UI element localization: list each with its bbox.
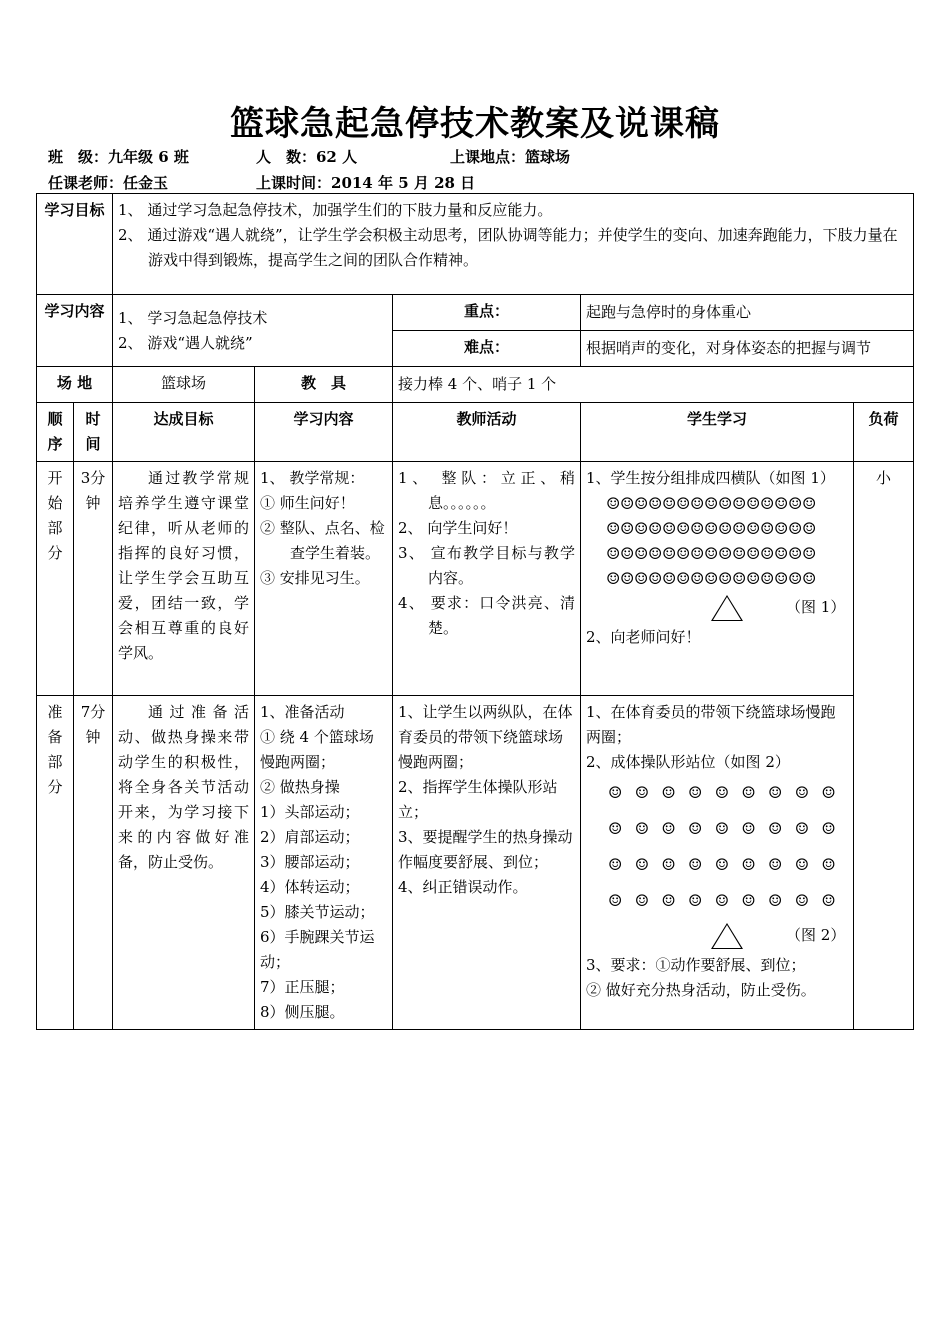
student-smiley-icon: ☺ — [768, 819, 783, 838]
venue-label: 场 地 — [37, 367, 113, 403]
student-smiley-icon: ☺ — [774, 569, 789, 588]
student-smiley-icon: ☺ — [634, 494, 649, 513]
part-warmup: 准备部分 — [37, 696, 74, 1030]
student-smiley-icon: ☺ — [768, 891, 783, 910]
content-line: 4）体转运动； — [260, 878, 360, 896]
student-smiley-icon: ☺ — [714, 819, 730, 838]
formation-row — [608, 775, 848, 811]
student-smiley-icon: ☺ — [746, 569, 761, 588]
student-smiley-icon: ☺ — [774, 494, 789, 513]
content-line: 1、准备活动 — [260, 703, 345, 721]
student-smiley-icon: ☺ — [746, 494, 761, 513]
info-location: 上课地点：篮球场 — [450, 148, 571, 166]
student-smiley-icon: ☺ — [741, 819, 756, 838]
content-line: ③ 安排见习生。 — [260, 569, 370, 587]
content-label: 学习内容 — [37, 295, 113, 367]
student-smiley-icon: ☺ — [634, 891, 650, 910]
student-smiley-icon: ☺ — [608, 819, 623, 838]
student-smiley-icon: ☺ — [608, 783, 623, 802]
content-list — [113, 295, 393, 367]
student-smiley-icon: ☺ — [648, 519, 663, 538]
student-smiley-icon: ☺ — [606, 519, 621, 538]
goal-item: 1、 通过学习急起急停技术，加强学生们的下肢力量和反应能力。 — [118, 201, 553, 219]
formation-figure-1 — [586, 491, 848, 591]
student-smiley-icon: ☺ — [768, 855, 783, 874]
student-smiley-icon: ☺ — [704, 519, 719, 538]
header-goal: 达成目标 — [113, 403, 255, 462]
student-line: 1、学生按分组排成四横队（如图 1） — [586, 469, 835, 487]
header-time: 时间 — [74, 403, 113, 462]
equipment-value: 接力棒 4 个、哨子 1 个 — [393, 367, 914, 403]
header-content: 学习内容 — [255, 403, 393, 462]
student-smiley-icon: ☺ — [714, 891, 730, 910]
teacher-line: 1、让学生以两纵队，在体育委员的带领下绕篮球场慢跑两圈； — [398, 703, 573, 771]
student-smiley-icon: ☺ — [788, 569, 803, 588]
time-start: 3分钟 — [74, 462, 113, 696]
content-line: ① 绕 4 个篮球场慢跑两圈； — [260, 728, 374, 771]
student-smiley-icon: ☺ — [661, 819, 676, 838]
part-start: 开始部分 — [37, 462, 74, 696]
content-warmup — [255, 696, 393, 1030]
key-point-label: 重点： — [393, 295, 581, 331]
formation-figure-2 — [586, 775, 848, 919]
formation-row — [608, 883, 848, 919]
student-smiley-icon: ☺ — [648, 569, 663, 588]
formation-row — [606, 491, 848, 516]
student-smiley-icon: ☺ — [732, 519, 747, 538]
content-line: 7）正压腿； — [260, 978, 345, 996]
venue-row — [37, 367, 914, 403]
student-smiley-icon: ☺ — [741, 891, 756, 910]
teacher-triangle-icon — [711, 595, 743, 621]
figure-1-label: （图 1） — [786, 598, 846, 616]
student-smiley-icon: ☺ — [662, 494, 677, 513]
student-line: 2、成体操队形站位（如图 2） — [586, 753, 790, 771]
content-line: 8）侧压腿。 — [260, 1003, 345, 1021]
student-smiley-icon: ☺ — [788, 494, 803, 513]
teacher-start — [393, 462, 581, 696]
page-title: 篮球急起急停技术教案及说课稿 — [230, 104, 720, 144]
student-smiley-icon: ☺ — [620, 494, 635, 513]
student-smiley-icon: ☺ — [704, 494, 719, 513]
teacher-line: 4、纠正错误动作。 — [398, 878, 528, 896]
student-smiley-icon: ☺ — [794, 783, 810, 802]
time-warmup: 7分钟 — [74, 696, 113, 1030]
student-smiley-icon: ☺ — [634, 819, 650, 838]
student-smiley-icon: ☺ — [718, 569, 733, 588]
student-start — [581, 462, 854, 696]
teacher-line: 1、 整队：立正、稍息。。。。。。 — [398, 469, 576, 512]
student-smiley-icon: ☺ — [746, 519, 761, 538]
content-line: 1、 教学常规： — [260, 469, 365, 487]
student-smiley-icon: ☺ — [690, 494, 705, 513]
student-smiley-icon: ☺ — [688, 855, 703, 874]
content-line: 1）头部运动； — [260, 803, 360, 821]
content-line: 6）手腕踝关节运动； — [260, 928, 375, 971]
student-smiley-icon: ☺ — [802, 544, 817, 563]
student-smiley-icon: ☺ — [718, 544, 733, 563]
student-smiley-icon: ☺ — [774, 519, 789, 538]
student-warmup — [581, 696, 854, 1030]
student-smiley-icon: ☺ — [676, 494, 691, 513]
teacher-line: 2、 向学生问好！ — [398, 519, 518, 537]
student-smiley-icon: ☺ — [606, 544, 621, 563]
content-line: 5）膝关节运动； — [260, 903, 375, 921]
student-smiley-icon: ☺ — [788, 519, 803, 538]
student-smiley-icon: ☺ — [794, 891, 810, 910]
content-line: 2）肩部运动； — [260, 828, 360, 846]
student-smiley-icon: ☺ — [662, 519, 677, 538]
content-item: 2、 游戏“遇人就绕” — [118, 333, 253, 352]
goal-warmup: 通过准备活动、做热身操来带动学生的积极性，将全身各关节活动开来，为学习接下来的内容做好准备，防止受伤。 — [113, 696, 255, 1030]
student-line: 1、在体育委员的带领下绕篮球场慢跑两圈； — [586, 703, 836, 746]
student-smiley-icon: ☺ — [620, 569, 635, 588]
student-smiley-icon: ☺ — [676, 569, 691, 588]
start-section-row — [37, 462, 914, 696]
student-smiley-icon: ☺ — [690, 569, 705, 588]
student-smiley-icon: ☺ — [662, 569, 677, 588]
goals-label: 学习目标 — [37, 194, 113, 295]
student-smiley-icon: ☺ — [746, 544, 761, 563]
info-count: 人 数：62 人 — [256, 148, 358, 166]
difficulty-value: 根据哨声的变化，对身体姿态的把握与调节 — [581, 331, 914, 367]
student-smiley-icon: ☺ — [661, 891, 676, 910]
student-smiley-icon: ☺ — [760, 544, 775, 563]
student-smiley-icon: ☺ — [661, 783, 676, 802]
student-smiley-icon: ☺ — [794, 855, 810, 874]
student-smiley-icon: ☺ — [760, 494, 775, 513]
student-smiley-icon: ☺ — [802, 494, 817, 513]
header-teacher: 教师活动 — [393, 403, 581, 462]
info-date: 上课时间：2014 年 5 月 28 日 — [256, 174, 476, 192]
key-point-value: 起跑与急停时的身体重心 — [581, 295, 914, 331]
student-smiley-icon: ☺ — [690, 544, 705, 563]
teacher-line: 2、指挥学生体操队形站立； — [398, 778, 558, 821]
student-smiley-icon: ☺ — [648, 544, 663, 563]
student-smiley-icon: ☺ — [688, 891, 703, 910]
student-smiley-icon: ☺ — [802, 519, 817, 538]
header-student: 学生学习 — [581, 403, 854, 462]
student-smiley-icon: ☺ — [634, 519, 649, 538]
student-smiley-icon: ☺ — [732, 569, 747, 588]
student-smiley-icon: ☺ — [608, 891, 623, 910]
student-smiley-icon: ☺ — [760, 569, 775, 588]
student-smiley-icon: ☺ — [634, 855, 650, 874]
student-line: 3、要求：①动作要舒展、到位； — [586, 956, 806, 974]
student-smiley-icon: ☺ — [741, 783, 756, 802]
student-smiley-icon: ☺ — [774, 544, 789, 563]
content-line: ① 师生问好！ — [260, 494, 355, 512]
goals-row — [37, 194, 914, 295]
student-smiley-icon: ☺ — [732, 544, 747, 563]
goal-start: 通过教学常规培养学生遵守课堂纪律，听从老师的指挥的良好习惯，让学生学会互助互爱，团结一致，学会相互尊重的良好学风。 — [113, 462, 255, 696]
goal-item: 2、 通过游戏“遇人就绕”，让学生学会积极主动思考，团队协调等能力；并使学生的变向、加速奔跑能力，下肢力量在游戏中得到锻炼，提高学生之间的团队合作精神。 — [118, 226, 898, 269]
student-smiley-icon: ☺ — [620, 544, 635, 563]
header-order: 顺序 — [37, 403, 74, 462]
content-line: ② 做热身操 — [260, 778, 340, 796]
student-smiley-icon: ☺ — [821, 783, 836, 802]
content-line: ② 整队、点名、检查学生着装。 — [260, 519, 385, 562]
student-smiley-icon: ☺ — [704, 569, 719, 588]
student-smiley-icon: ☺ — [718, 494, 733, 513]
student-smiley-icon: ☺ — [634, 783, 650, 802]
figure-2-caption-row — [586, 919, 848, 953]
formation-row — [608, 811, 848, 847]
formation-row — [606, 516, 848, 541]
student-smiley-icon: ☺ — [620, 519, 635, 538]
student-smiley-icon: ☺ — [634, 569, 649, 588]
student-smiley-icon: ☺ — [661, 855, 676, 874]
student-smiley-icon: ☺ — [768, 783, 783, 802]
figure-2-label: （图 2） — [786, 926, 846, 944]
student-smiley-icon: ☺ — [608, 855, 623, 874]
student-smiley-icon: ☺ — [676, 519, 691, 538]
lesson-plan-table — [36, 193, 914, 1030]
content-start — [255, 462, 393, 696]
content-key-row — [37, 295, 914, 331]
load-value: 小 — [854, 462, 914, 1030]
difficulty-label: 难点： — [393, 331, 581, 367]
student-smiley-icon: ☺ — [821, 891, 836, 910]
student-smiley-icon: ☺ — [821, 855, 836, 874]
student-smiley-icon: ☺ — [802, 569, 817, 588]
student-smiley-icon: ☺ — [760, 519, 775, 538]
header-load: 负荷 — [854, 403, 914, 462]
student-smiley-icon: ☺ — [688, 819, 703, 838]
teacher-triangle-icon — [711, 923, 743, 949]
figure-1-caption-row — [586, 591, 848, 625]
student-smiley-icon: ☺ — [704, 544, 719, 563]
student-smiley-icon: ☺ — [732, 494, 747, 513]
content-item: 1、 学习急起急停技术 — [118, 308, 268, 327]
student-smiley-icon: ☺ — [718, 519, 733, 538]
student-smiley-icon: ☺ — [606, 569, 621, 588]
student-smiley-icon: ☺ — [662, 544, 677, 563]
content-line: 3）腰部运动； — [260, 853, 360, 871]
equipment-label: 教 具 — [255, 367, 393, 403]
student-smiley-icon: ☺ — [714, 783, 730, 802]
student-smiley-icon: ☺ — [676, 544, 691, 563]
student-smiley-icon: ☺ — [690, 519, 705, 538]
teacher-warmup — [393, 696, 581, 1030]
student-smiley-icon: ☺ — [714, 855, 730, 874]
formation-row — [606, 541, 848, 566]
student-line: 2、向老师问好！ — [586, 628, 701, 646]
student-smiley-icon: ☺ — [821, 819, 836, 838]
teacher-line: 3、要提醒学生的热身操动作幅度要舒展、到位； — [398, 828, 573, 871]
info-class: 班 级：九年级 6 班 — [48, 148, 189, 166]
student-smiley-icon: ☺ — [648, 494, 663, 513]
warmup-section-row — [37, 696, 914, 1030]
formation-row — [606, 566, 848, 591]
student-smiley-icon: ☺ — [788, 544, 803, 563]
goals-list — [113, 194, 914, 295]
student-line: ② 做好充分热身活动，防止受伤。 — [586, 981, 816, 999]
student-smiley-icon: ☺ — [688, 783, 703, 802]
venue-value: 篮球场 — [113, 367, 255, 403]
student-smiley-icon: ☺ — [741, 855, 756, 874]
header-row — [37, 403, 914, 462]
student-smiley-icon: ☺ — [794, 819, 810, 838]
teacher-line: 4、 要求：口令洪亮、清楚。 — [398, 594, 576, 637]
teacher-line: 3、 宣布教学目标与教学内容。 — [398, 544, 576, 587]
student-smiley-icon: ☺ — [606, 494, 621, 513]
student-smiley-icon: ☺ — [634, 544, 649, 563]
formation-row — [608, 847, 848, 883]
info-teacher: 任课老师：任金玉 — [48, 174, 169, 192]
